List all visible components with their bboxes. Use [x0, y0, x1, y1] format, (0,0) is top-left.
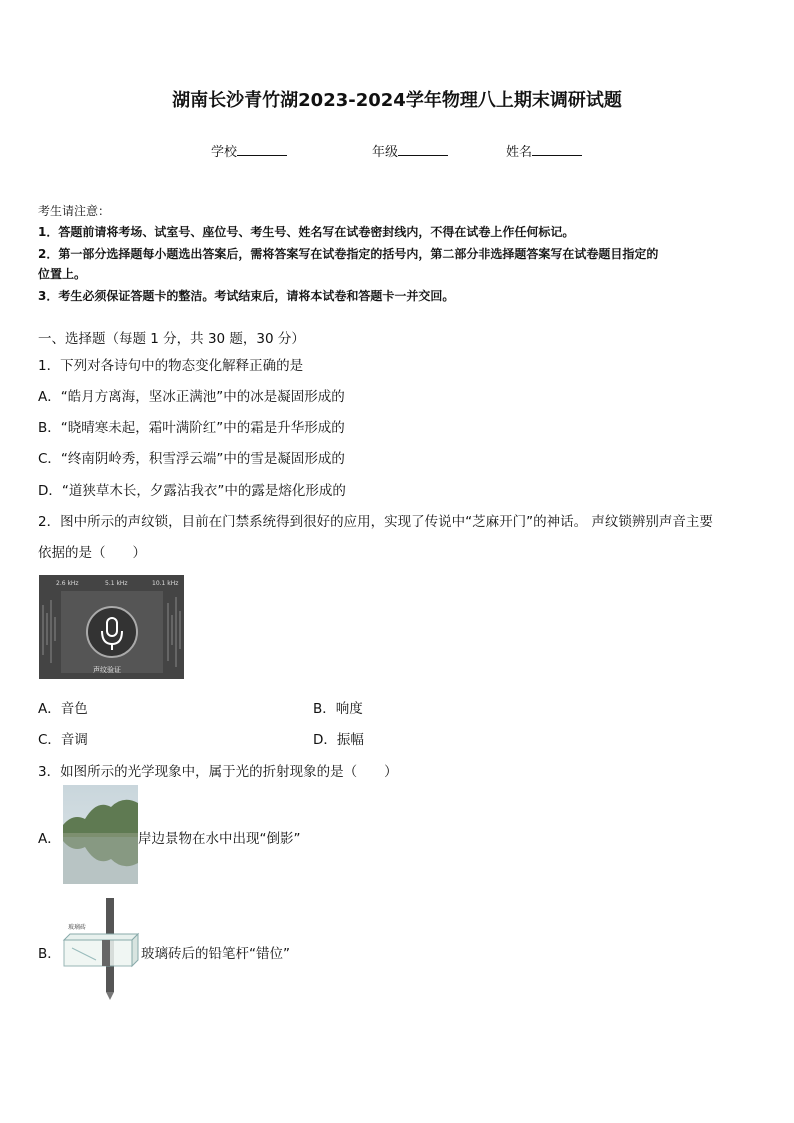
name-field	[506, 141, 582, 160]
name-blank	[532, 143, 582, 156]
question-2-stem-cont: 依据的是（ ）	[38, 545, 146, 561]
page-title: 湖南长沙青竹湖2023-2024学年物理八上期末调研试题	[172, 90, 622, 111]
school-field	[211, 141, 287, 160]
q3-option-a-text: 岸边景物在水中出现“倒影”	[138, 831, 301, 847]
q2-option-c: C．音调	[38, 732, 88, 748]
question-3-stem: 3．如图所示的光学现象中，属于光的折射现象的是（ ）	[38, 764, 398, 780]
q1-option-a: A．“皓月方离海，坚冰正满池”中的冰是凝固形成的	[38, 389, 345, 405]
grade-field	[372, 141, 448, 160]
notice-item: 位置上。	[38, 267, 87, 281]
q2-option-a: A．音色	[38, 701, 88, 717]
q2-option-b: B．响度	[313, 701, 363, 717]
grade-blank	[398, 143, 448, 156]
freq-label: 2.6 kHz	[56, 580, 79, 587]
reflection-image	[63, 785, 138, 884]
grade-label: 年级	[372, 145, 399, 160]
freq-label: 5.1 kHz	[105, 580, 128, 587]
voiceprint-caption: 声纹验证	[93, 666, 121, 674]
q3-option-b-label: B．	[38, 946, 61, 962]
voiceprint-image	[39, 575, 184, 679]
notice-item: 1．答题前请将考场、试室号、座位号、考生号、姓名写在试卷密封线内，不得在试卷上作任何标记。	[38, 225, 575, 239]
question-2-stem: 2．图中所示的声纹锁，目前在门禁系统得到很好的应用，实现了传说中“芝麻开门”的神话。 声纹锁辨别声音主要	[38, 514, 713, 530]
section-heading: 一、选择题（每题 1 分，共 30 题，30 分）	[38, 331, 305, 347]
school-blank	[237, 143, 287, 156]
q1-option-b: B．“晓晴寒未起，霜叶满阶红”中的霜是升华形成的	[38, 420, 345, 436]
q1-option-c: C．“终南阴岭秀，积雪浮云端”中的雪是凝固形成的	[38, 451, 345, 467]
q1-option-d: D．“道狭草木长，夕露沾我衣”中的露是熔化形成的	[38, 483, 346, 499]
q2-option-d: D．振幅	[313, 732, 364, 748]
school-label: 学校	[211, 145, 238, 160]
glass-pencil-image	[62, 898, 140, 1000]
question-1-stem: 1．下列对各诗句中的物态变化解释正确的是	[38, 358, 304, 374]
name-label: 姓名	[506, 145, 533, 160]
notice-item: 3．考生必须保证答题卡的整洁。考试结束后，请将本试卷和答题卡一并交回。	[38, 289, 455, 303]
glass-brick-label: 玻璃砖	[68, 924, 87, 931]
notice-item: 2．第一部分选择题每小题选出答案后，需将答案写在试卷指定的括号内，第二部分非选择题答案写在试卷题目指定的	[38, 247, 659, 261]
freq-label: 10.1 kHz	[152, 580, 179, 587]
q3-option-b-text: 玻璃砖后的铅笔杆“错位”	[141, 946, 290, 962]
q3-option-a-label: A．	[38, 831, 61, 847]
notice-heading: 考生请注意：	[38, 204, 111, 218]
